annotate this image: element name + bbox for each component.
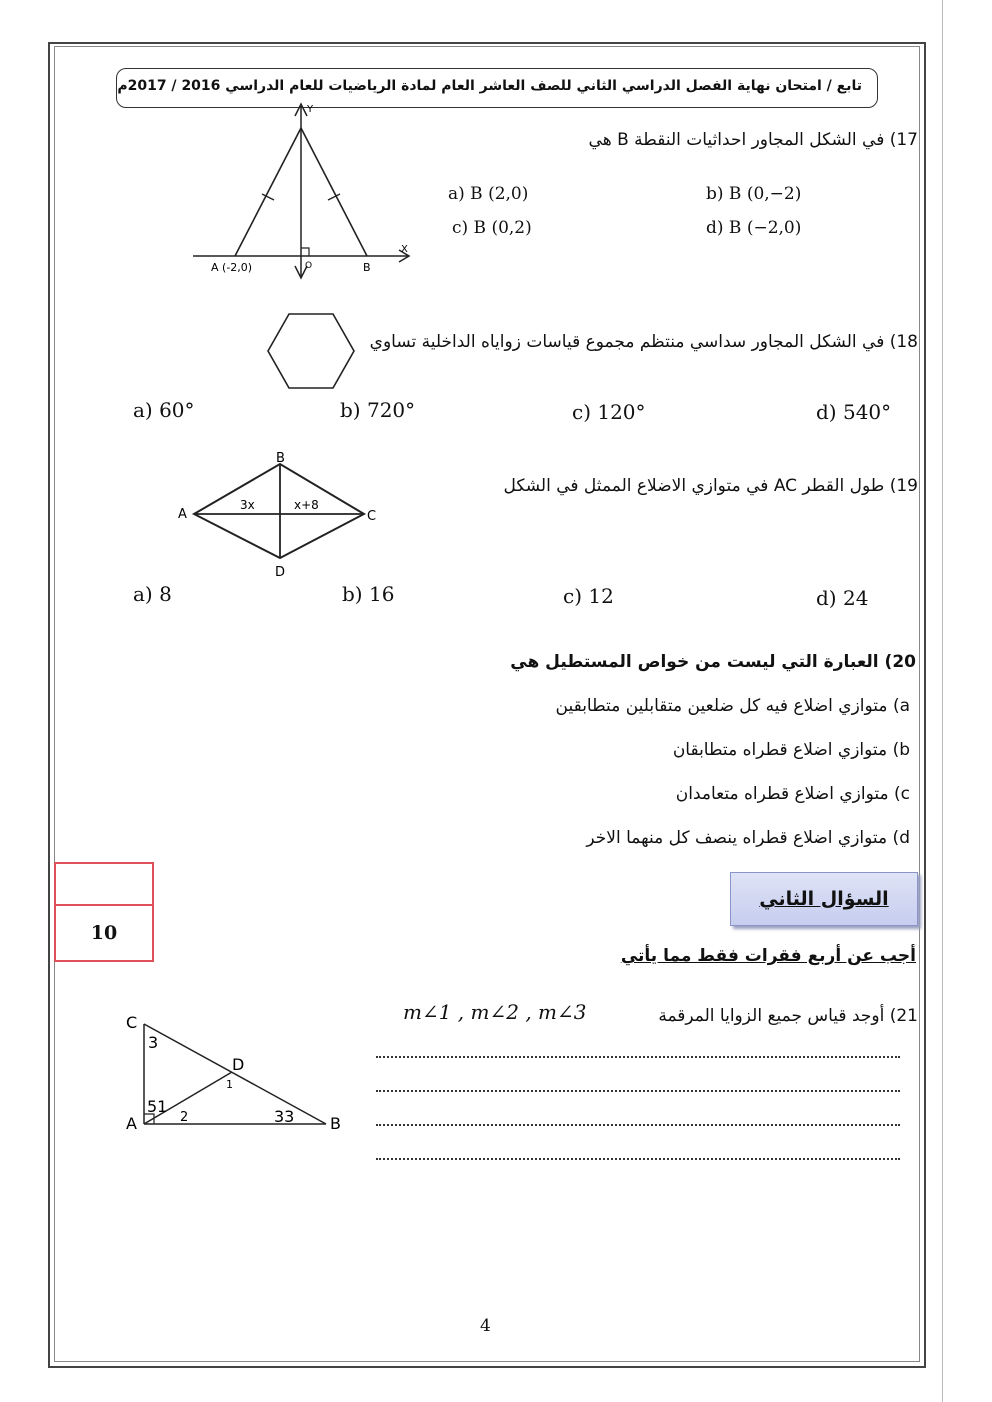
score-box-top — [54, 862, 154, 906]
q19-parallelogram-figure — [172, 450, 384, 584]
q18-hexagon-figure — [262, 310, 360, 392]
label-c: C — [367, 509, 377, 524]
question-18-text: 18) في الشكل المجاور سداسي منتظم مجموع قياسات زواياه الداخلية تساوي — [369, 332, 918, 352]
angle-label-2: 2 — [180, 1110, 189, 1125]
q19-option-c: c) 12 — [563, 584, 614, 608]
q18-option-a: a) 60° — [133, 398, 195, 422]
label-b: B — [276, 451, 285, 466]
q19-option-a: a) 8 — [133, 582, 172, 606]
section-title-box — [730, 872, 918, 926]
margin-line — [942, 0, 943, 1402]
label-point-b: B — [363, 261, 371, 274]
label-d: D — [275, 565, 286, 580]
label-seg-3x: 3x — [240, 498, 255, 512]
q17-option-c: c) B (0,2) — [452, 218, 532, 238]
q18-option-d: d) 540° — [816, 400, 892, 424]
label-d: D — [232, 1055, 245, 1074]
question-21-text: 21) أوجد قياس جميع الزوايا المرقمة — [658, 1006, 918, 1026]
question-17-text: 17) في الشكل المجاور احداثيات النقطة B هي — [588, 130, 918, 150]
hypotenuse-cb — [144, 1024, 326, 1124]
q21-right-triangle-figure — [120, 1008, 350, 1138]
answer-line-2[interactable] — [376, 1090, 900, 1092]
angle-label-1: 1 — [226, 1078, 233, 1091]
q18-option-c: c) 120° — [572, 400, 646, 424]
section-instruction: أجب عن أربع فقرات فقط مما يأتي — [620, 946, 916, 966]
section-title: السؤال الثاني — [759, 888, 889, 910]
answer-line-3[interactable] — [376, 1124, 900, 1126]
label-y: Y — [307, 104, 314, 115]
q18-option-b: b) 720° — [340, 398, 416, 422]
parallelogram — [194, 464, 364, 558]
angle-label-51: 51 — [147, 1097, 168, 1116]
label-b: B — [330, 1114, 341, 1133]
label-a: A — [178, 507, 187, 522]
question-20-text: 20) العبارة التي ليست من خواص المستطيل هي — [510, 652, 916, 672]
triangle-side-left — [235, 128, 301, 256]
score-box-bottom — [54, 904, 154, 962]
q19-option-d: d) 24 — [816, 586, 869, 610]
label-origin: O — [305, 261, 313, 271]
question-19-text: 19) طول القطر AC في متوازي الاضلاع الممثل في الشكل — [503, 476, 918, 496]
exam-header-title: تابع / امتحان نهاية الفصل الدراسي الثاني للصف العاشر العام لمادة الرياضيات للعام الدراسي 2016 / 2017م — [117, 78, 862, 94]
q17-figure-triangle — [185, 100, 425, 280]
label-c: C — [126, 1013, 138, 1032]
page-number: 4 — [480, 1316, 491, 1336]
q17-option-b: b) B (0,−2) — [706, 184, 802, 204]
q20-option-b: b) متوازي اضلاع قطراه متطابقان — [672, 740, 910, 760]
q19-option-b: b) 16 — [342, 582, 395, 606]
label-seg-x8: x+8 — [294, 498, 319, 512]
q17-option-d: d) B (−2,0) — [706, 218, 802, 238]
label-point-a: A (-2,0) — [211, 261, 253, 274]
q20-option-a: a) متوازي اضلاع فيه كل ضلعين متقابلين متطابقين — [555, 696, 910, 716]
angle-label-33: 33 — [274, 1107, 295, 1126]
score-mark: 10 — [90, 922, 118, 944]
q20-option-c: c) متوازي اضلاع قطراه متعامدان — [675, 784, 910, 804]
answer-line-4[interactable] — [376, 1158, 900, 1160]
q20-option-d: d) متوازي اضلاع قطراه ينصف كل منهما الاخر — [586, 828, 910, 848]
regular-hexagon — [268, 314, 354, 388]
angle-label-3: 3 — [148, 1033, 159, 1052]
right-angle-mark — [301, 248, 309, 256]
label-a: A — [126, 1114, 137, 1133]
q17-option-a: a) B (2,0) — [448, 184, 529, 204]
triangle-side-right — [301, 128, 367, 256]
answer-line-1[interactable] — [376, 1056, 900, 1058]
label-x: X — [401, 244, 408, 255]
q21-angle-list: m∠1 , m∠2 , m∠3 — [403, 1000, 587, 1024]
